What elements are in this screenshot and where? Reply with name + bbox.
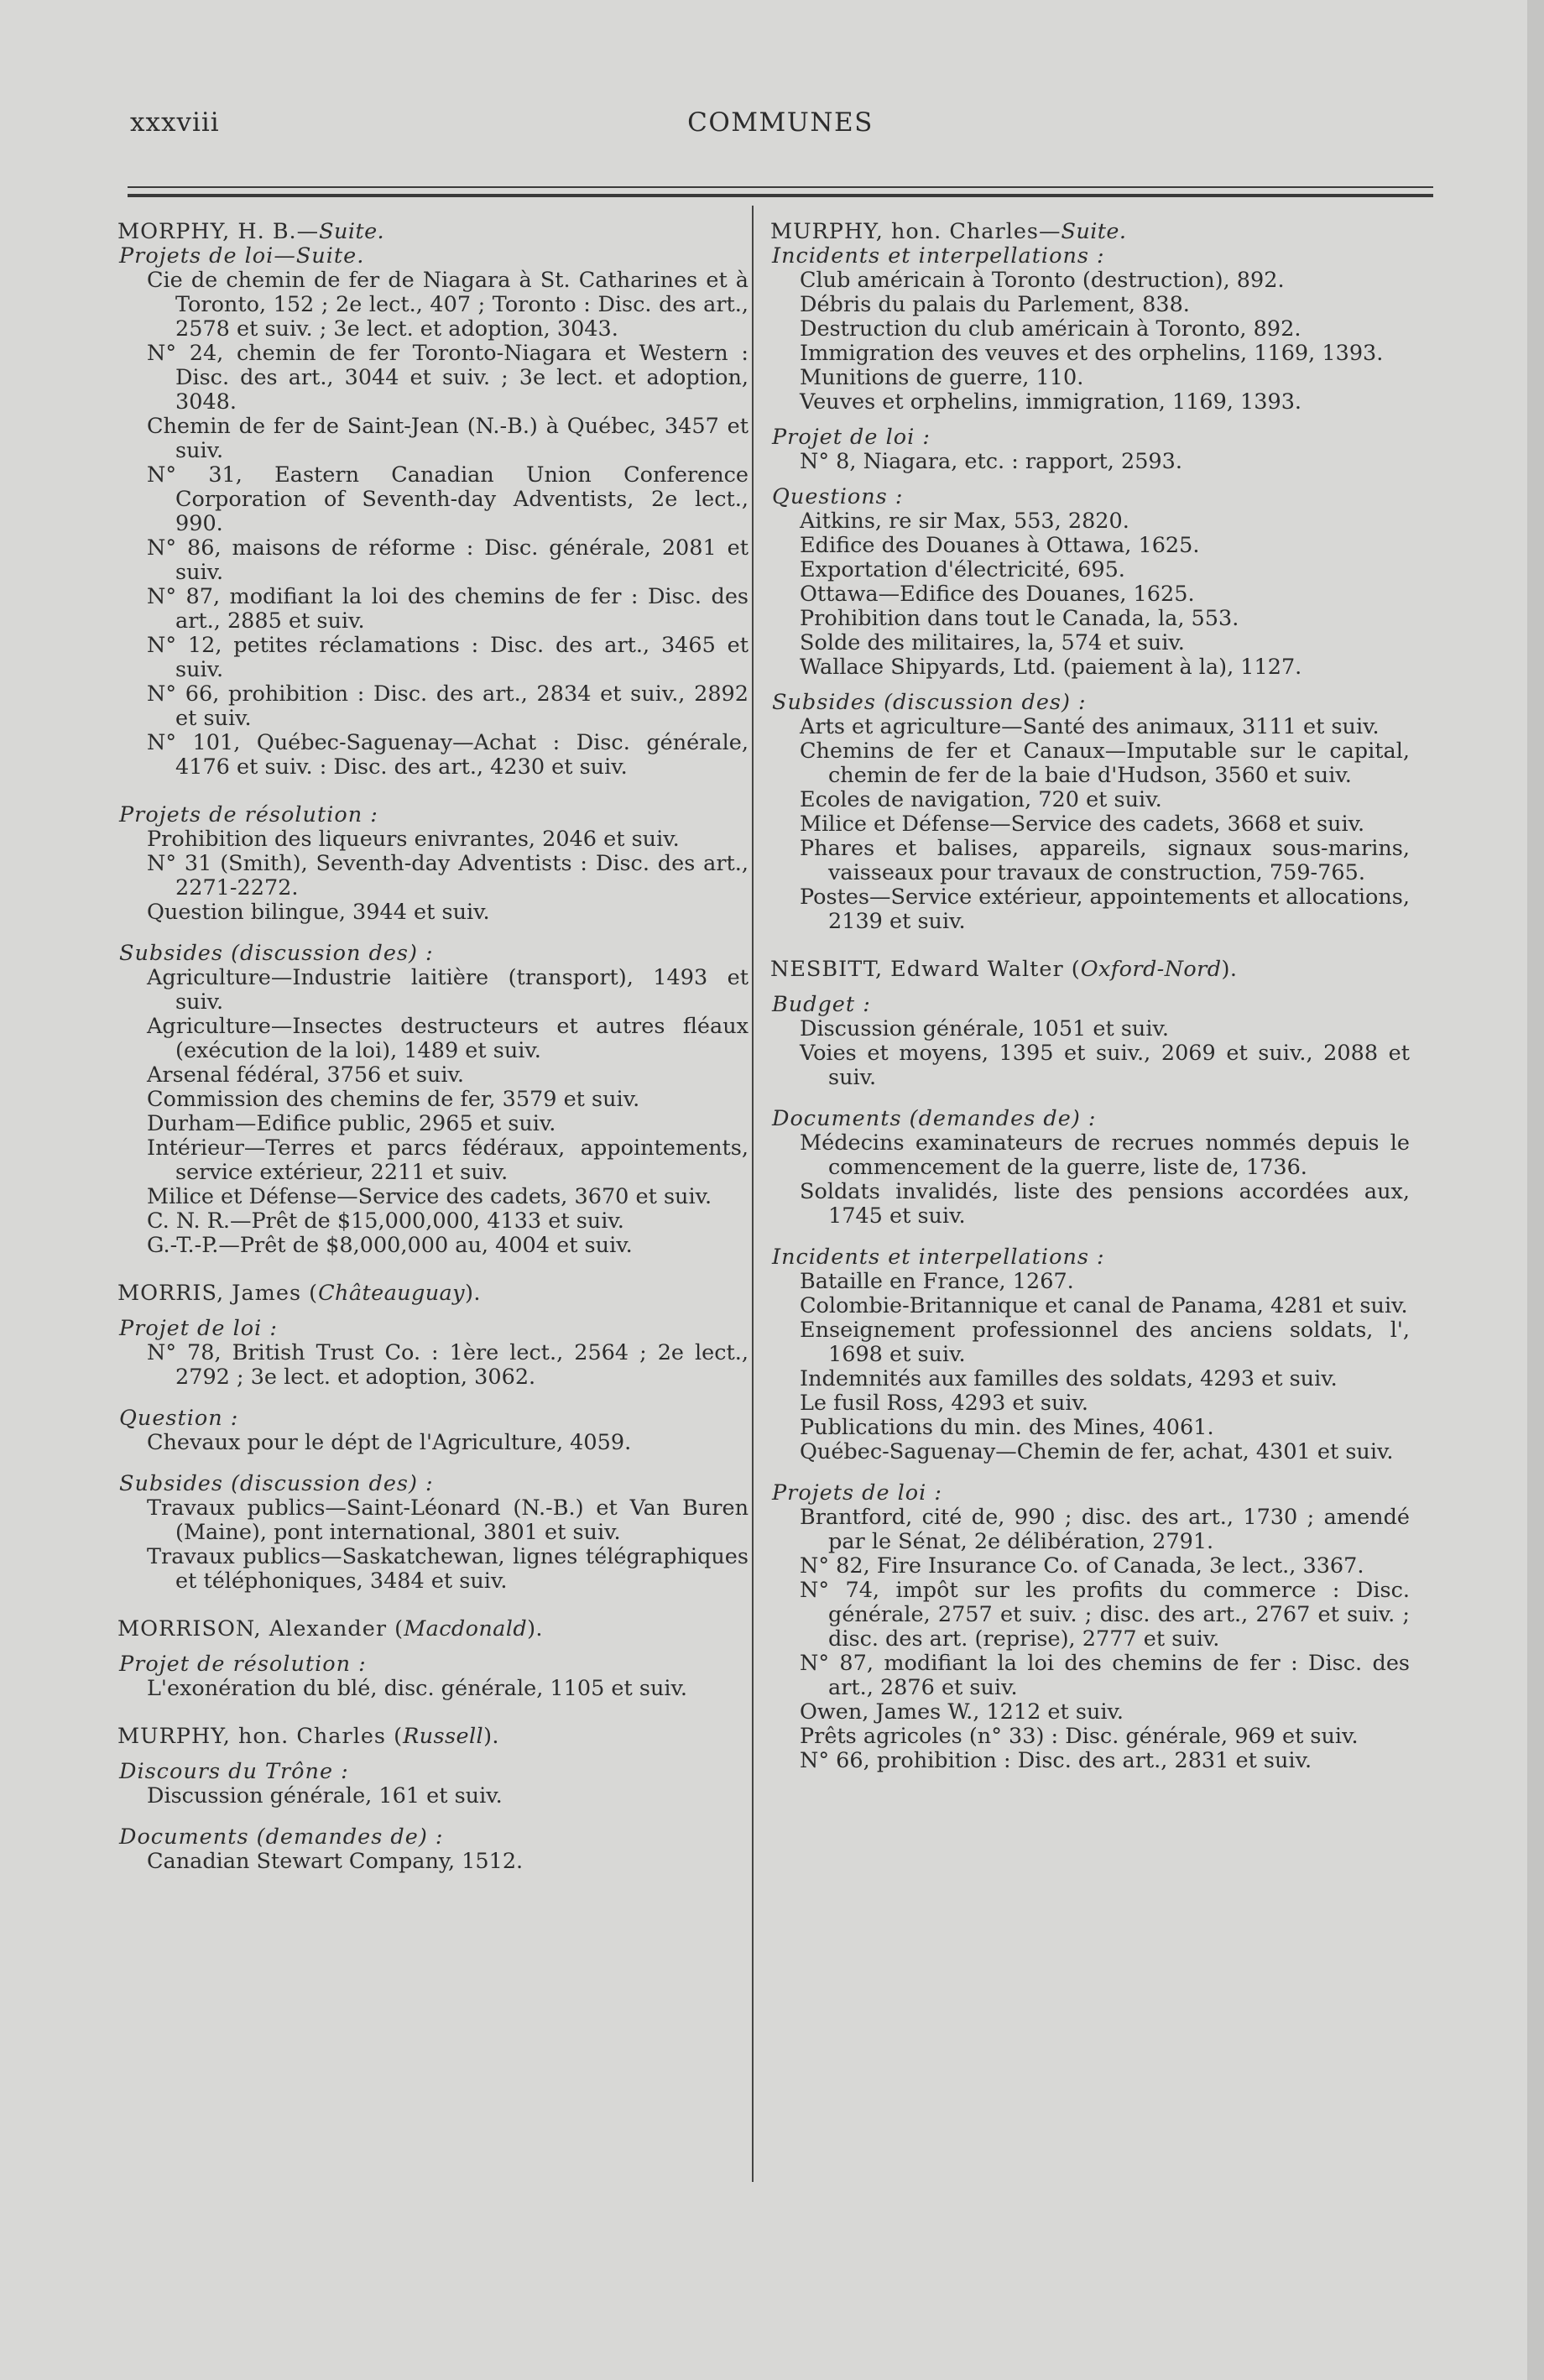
spacer <box>770 934 1410 958</box>
index-entry: N° 66, prohibition : Disc. des art., 2831 et suiv. <box>800 1748 1312 1773</box>
header-rule-thin <box>128 186 1433 188</box>
index-entry: N° 24, chemin de fer Toronto-Niagara et Western : Disc. des art., 3044 et suiv. ; 3e lect. et adoption, 3048. <box>147 341 749 415</box>
member-name-main: MORRIS, James ( <box>117 1281 319 1306</box>
section-heading: Projet de loi : <box>119 1316 278 1341</box>
index-entry: N° 8, Niagara, etc. : rapport, 2593. <box>800 449 1182 474</box>
index-entry: Agriculture—Industrie laitière (transport), 1493 et suiv. <box>147 965 749 1015</box>
index-entry: Arts et agriculture—Santé des animaux, 3111 et suiv. <box>800 714 1380 739</box>
index-entry: Prohibition des liqueurs enivrantes, 2046 et suiv. <box>147 827 680 852</box>
member-name-main: MORRISON, Alexander ( <box>117 1616 404 1641</box>
member-name <box>117 1617 749 1641</box>
index-entry: Chemins de fer et Canaux—Imputable sur le capital, chemin de fer de la baie d'Hudson, 3560 et suiv. <box>800 739 1410 788</box>
member-name-tail: ). <box>527 1616 543 1641</box>
section-heading: Questions : <box>772 484 904 509</box>
index-entry: Club américain à Toronto (destruction), 892. <box>800 268 1285 293</box>
left-column <box>117 220 749 1874</box>
spacer <box>117 925 749 942</box>
index-entry: L'exonération du blé, disc. générale, 1105 et suiv. <box>147 1676 688 1701</box>
index-entry: Immigration des veuves et des orphelins, 1169, 1393. <box>800 341 1384 366</box>
index-entry: N° 66, prohibition : Disc. des art., 2834 et suiv., 2892 et suiv. <box>147 681 749 731</box>
spacer <box>117 1594 749 1617</box>
index-entry: Canadian Stewart Company, 1512. <box>147 1849 524 1874</box>
page-number: xxxviii <box>130 107 220 138</box>
member-name <box>770 958 1410 982</box>
index-entry: Solde des militaires, la, 574 et suiv. <box>800 630 1185 655</box>
spacer <box>117 1808 749 1825</box>
member-riding: Suite. <box>1061 219 1127 244</box>
index-entry: Prêts agricoles (n° 33) : Disc. générale, 969 et suiv. <box>800 1724 1359 1749</box>
index-entry: Destruction du club américain à Toronto, 892. <box>800 316 1301 342</box>
section-heading: Documents (demandes de) : <box>119 1824 444 1850</box>
index-entry: Ottawa—Edifice des Douanes, 1625. <box>800 582 1195 607</box>
index-entry: N° 31, Eastern Canadian Union Conference Corporation of Seventh-day Adventists, 2e lect., 990. <box>147 462 749 536</box>
index-entry: Discussion générale, 161 et suiv. <box>147 1783 503 1808</box>
index-entry: Débris du palais du Parlement, 838. <box>800 292 1190 317</box>
member-name-tail: ). <box>464 1281 481 1306</box>
member-name-tail: ). <box>483 1724 499 1749</box>
index-entry: Postes—Service extérieur, appointements et allocations, 2139 et suiv. <box>800 885 1410 934</box>
index-entry: N° 12, petites réclamations : Disc. des art., 3465 et suiv. <box>147 633 749 682</box>
index-entry: Arsenal fédéral, 3756 et suiv. <box>147 1062 464 1088</box>
index-entry: N° 87, modifiant la loi des chemins de fer : Disc. des art., 2885 et suiv. <box>147 584 749 634</box>
section-heading: Projets de loi : <box>772 1480 943 1506</box>
index-entry: Enseignement professionnel des anciens soldats, l', 1698 et suiv. <box>800 1318 1410 1367</box>
index-entry: Durham—Edifice public, 2965 et suiv. <box>147 1111 556 1136</box>
section-heading: Projets de loi—Suite. <box>119 243 365 269</box>
index-entry: Wallace Shipyards, Ltd. (paiement à la), 1127. <box>800 655 1302 680</box>
index-entry: N° 87, modifiant la loi des chemins de fer : Disc. des art., 2876 et suiv. <box>800 1651 1410 1700</box>
index-entry: Veuves et orphelins, immigration, 1169, 1393. <box>800 389 1302 415</box>
index-entry: Bataille en France, 1267. <box>800 1269 1074 1294</box>
index-entry: Travaux publics—Saint-Léonard (N.-B.) et Van Buren (Maine), pont international, 3801 et suiv. <box>147 1495 749 1545</box>
member-riding: Russell <box>403 1724 484 1749</box>
page-header <box>130 107 1431 149</box>
section-heading: Question : <box>119 1406 239 1431</box>
member-riding: Oxford-Nord <box>1080 957 1222 982</box>
member-name-main: MORPHY, H. B.— <box>117 219 320 244</box>
running-head: COMMUNES <box>687 107 874 138</box>
index-entry: C. N. R.—Prêt de $15,000,000, 4133 et suiv. <box>147 1208 624 1234</box>
section-heading: Subsides (discussion des) : <box>119 1471 434 1496</box>
index-entry: Aitkins, re sir Max, 553, 2820. <box>800 509 1129 534</box>
index-entry: Commission des chemins de fer, 3579 et suiv. <box>147 1087 640 1112</box>
member-riding: Châteauguay <box>318 1281 465 1306</box>
index-entry: Exportation d'électricité, 695. <box>800 557 1125 582</box>
member-name <box>117 1281 749 1306</box>
section-heading: Subsides (discussion des) : <box>119 941 434 966</box>
index-entry: Soldats invalidés, liste des pensions accordées aux, 1745 et suiv. <box>800 1179 1410 1229</box>
member-name <box>117 220 749 244</box>
section-heading: Budget : <box>772 992 871 1017</box>
right-column <box>770 220 1410 1773</box>
spacer <box>770 1464 1410 1481</box>
member-name-tail: ). <box>1221 957 1238 982</box>
section-heading: Documents (demandes de) : <box>772 1106 1097 1131</box>
index-entry: Milice et Défense—Service des cadets, 3668 et suiv. <box>800 812 1365 837</box>
spacer <box>117 1258 749 1281</box>
section-heading: Subsides (discussion des) : <box>772 690 1087 715</box>
member-riding: Macdonald <box>404 1616 528 1641</box>
index-entry: Chevaux pour le dépt de l'Agriculture, 4059. <box>147 1430 632 1455</box>
index-entry: Question bilingue, 3944 et suiv. <box>147 900 490 925</box>
member-name-main: MURPHY, hon. Charles ( <box>117 1724 404 1749</box>
header-rule-thick <box>128 194 1433 197</box>
index-entry: Agriculture—Insectes destructeurs et autres fléaux (exécution de la loi), 1489 et suiv. <box>147 1014 749 1063</box>
spacer <box>117 1390 749 1407</box>
member-name <box>117 1725 749 1749</box>
section-heading: Incidents et interpellations : <box>772 1245 1105 1270</box>
index-entry: N° 82, Fire Insurance Co. of Canada, 3e lect., 3367. <box>800 1553 1364 1579</box>
index-entry: Owen, James W., 1212 et suiv. <box>800 1699 1124 1725</box>
index-entry: Edifice des Douanes à Ottawa, 1625. <box>800 533 1200 558</box>
index-entry: N° 86, maisons de réforme : Disc. générale, 2081 et suiv. <box>147 535 749 585</box>
index-entry: Québec-Saguenay—Chemin de fer, achat, 4301 et suiv. <box>800 1439 1394 1464</box>
index-entry: Ecoles de navigation, 720 et suiv. <box>800 787 1162 812</box>
spacer <box>117 1455 749 1472</box>
member-riding: Suite. <box>319 219 385 244</box>
member-name-main: NESBITT, Edward Walter ( <box>770 957 1081 982</box>
spacer <box>770 1229 1410 1245</box>
index-entry: Cie de chemin de fer de Niagara à St. Catharines et à Toronto, 152 ; 2e lect., 407 ; Toronto : Disc. des art., 2578 et suiv. ; 3e lect. et adoption, 3043. <box>147 268 749 342</box>
index-entry: Intérieur—Terres et parcs fédéraux, appointements, service extérieur, 2211 et suiv. <box>147 1135 749 1185</box>
section-heading: Projet de loi : <box>772 425 931 450</box>
index-entry: Voies et moyens, 1395 et suiv., 2069 et suiv., 2088 et suiv. <box>800 1041 1410 1090</box>
spacer <box>117 1701 749 1725</box>
index-entry: Brantford, cité de, 990 ; disc. des art., 1730 ; amendé par le Sénat, 2e délibération, 2791. <box>800 1505 1410 1554</box>
index-entry: N° 74, impôt sur les profits du commerce : Disc. générale, 2757 et suiv. ; disc. des art., 2767 et suiv. ; disc. des art. (reprise), 2777 et suiv. <box>800 1578 1410 1652</box>
page-edge-shadow <box>1527 0 1544 2380</box>
section-heading: Discours du Trône : <box>119 1759 349 1784</box>
index-entry: N° 31 (Smith), Seventh-day Adventists : Disc. des art., 2271-2272. <box>147 851 749 900</box>
index-entry: Publications du min. des Mines, 4061. <box>800 1415 1214 1440</box>
index-entry: Le fusil Ross, 4293 et suiv. <box>800 1391 1089 1416</box>
index-entry: Indemnités aux familles des soldats, 4293 et suiv. <box>800 1366 1338 1391</box>
member-name <box>770 220 1410 244</box>
member-name-main: MURPHY, hon. Charles— <box>770 219 1062 244</box>
index-entry: Munitions de guerre, 110. <box>800 365 1084 390</box>
index-entry: G.-T.-P.—Prêt de $8,000,000 au, 4004 et suiv. <box>147 1233 633 1258</box>
section-heading: Projet de résolution : <box>119 1652 367 1677</box>
index-entry: Travaux publics—Saskatchewan, lignes télégraphiques et téléphoniques, 3484 et suiv. <box>147 1544 749 1594</box>
index-entry: N° 78, British Trust Co. : 1ère lect., 2564 ; 2e lect., 2792 ; 3e lect. et adoption, 3062. <box>147 1340 749 1390</box>
index-entry: Prohibition dans tout le Canada, la, 553. <box>800 606 1239 631</box>
spacer <box>770 1090 1410 1107</box>
column-divider <box>752 206 754 2182</box>
spacer <box>117 780 749 803</box>
section-heading: Projets de résolution : <box>119 802 378 827</box>
index-entry: Phares et balises, appareils, signaux sous-marins, vaisseaux pour travaux de construction, 759-765. <box>800 836 1410 885</box>
index-entry: Médecins examinateurs de recrues nommés depuis le commencement de la guerre, liste de, 1736. <box>800 1130 1410 1180</box>
section-heading: Incidents et interpellations : <box>772 243 1105 269</box>
index-entry: Discussion générale, 1051 et suiv. <box>800 1016 1169 1041</box>
index-entry: Milice et Défense—Service des cadets, 3670 et suiv. <box>147 1184 712 1209</box>
index-entry: Colombie-Britannique et canal de Panama, 4281 et suiv. <box>800 1293 1408 1318</box>
index-entry: N° 101, Québec-Saguenay—Achat : Disc. générale, 4176 et suiv. : Disc. des art., 4230 et suiv. <box>147 730 749 780</box>
index-entry: Chemin de fer de Saint-Jean (N.-B.) à Québec, 3457 et suiv. <box>147 414 749 463</box>
